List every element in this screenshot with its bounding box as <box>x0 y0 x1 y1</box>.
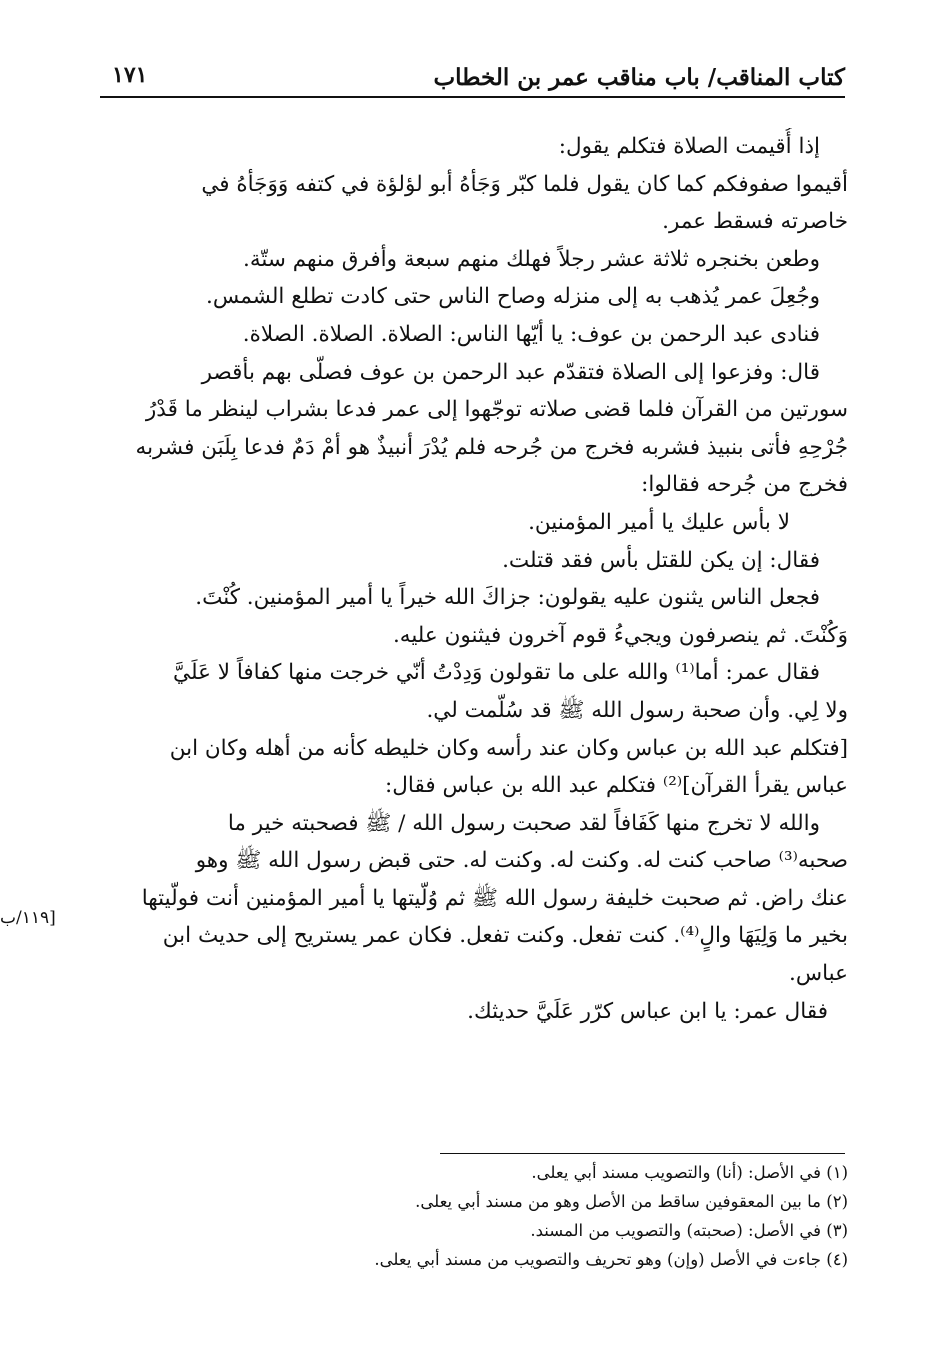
text-line: عباس. <box>789 961 848 987</box>
footnotes <box>228 1158 848 1274</box>
text-line: فقال عمر: يا ابن عباس كرّر عَلَيَّ حديثك. <box>467 998 828 1024</box>
text-line: عنك راض. ثم صحبت خليفة رسول الله ﷺ ثم وُلّيتها يا أمير المؤمنين أنت فولّيتها <box>141 885 848 911</box>
page-number: ١٧١ <box>112 62 148 88</box>
text-line: ولا لِي. وأن صحبة رسول الله ﷺ قد سُلّمت لي. <box>426 697 848 723</box>
text-line: خاصرته فسقط عمر. <box>662 209 848 235</box>
text-line: فجعل الناس يثنون عليه يقولون: جزاكَ الله خيراً يا أمير المؤمنين. كُنْتَ. <box>195 585 820 611</box>
text-line: وجُعِلَ عمر يُذهب به إلى منزله وصاح الناس حتى كادت تطلع الشمس. <box>206 284 820 310</box>
text-line: فقال: إن يكن للقتل بأس فقد قتلت. <box>502 547 820 573</box>
text-line: فخرج من جُرحه فقالوا: <box>641 472 848 498</box>
running-header <box>100 52 845 98</box>
text-line: وطعن بخنجره ثلاثة عشر رجلاً فهلك منهم سبعة وأفرق منهم ستّة. <box>243 246 820 272</box>
text-line: جُرْحِهِ فأتى بنبيذ فشربه فخرج من جُرحه فلم يُدْرَ أنبيذٌ هو أمْ دَمٌ فدعا بِلَبَن فشربه <box>135 434 848 460</box>
manuscript-folio-note: [١١٩/ب <box>0 908 56 928</box>
header-rule <box>100 96 845 98</box>
main-text <box>86 128 848 1030</box>
text-line: بخير ما وَلِيَهَا والٍ⁽⁴⁾. كنت تفعل. وكنت تفعل. فكان عمر يستريح إلى حديث ابن <box>162 923 848 949</box>
footnote: (٢) ما بين المعقوفين ساقط من الأصل وهو من مسند أبي يعلى. <box>415 1192 848 1211</box>
chapter-title: كتاب المناقب/ باب مناقب عمر بن الخطاب <box>433 64 845 91</box>
footnote: (٣) في الأصل: (صحبته) والتصويب من المسند. <box>530 1221 848 1240</box>
text-line: قال: وفزعوا إلى الصلاة فتقدّم عبد الرحمن بن عوف فصلّى بهم بأقصر <box>201 359 820 385</box>
text-line: أقيموا صفوفكم كما كان يقول فلما كبّر وَجَأهُ أبو لؤلؤة في كتفه وَوَجَأهُ في <box>201 171 848 197</box>
text-line: فقال عمر: أما⁽¹⁾ والله على ما تقولون وَدِدْتُ أنّي خرجت منها كفافاً لا عَلَيَّ <box>173 660 820 686</box>
text-line: والله لا تخرج منها كَفَافاً لقد صحبت رسول الله / ﷺ فصحبته خير ما <box>227 810 820 836</box>
text-line: سورتين من القرآن فلما قضى صلاته توجّهوا إلى عمر فدعا بشراب لينظر ما قَدْرُ <box>145 397 848 423</box>
footnote: (١) في الأصل: (أنا) والتصويب مسند أبي يعلى. <box>531 1163 848 1182</box>
text-line: [فتكلم عبد الله بن عباس وكان عند رأسه وكان خليطه كأنه من أهله وكان ابن <box>169 735 848 761</box>
footnote-separator <box>440 1153 845 1154</box>
text-line: وَكُنْتَ. ثم ينصرفون ويجيءُ قوم آخرون فيثنون عليه. <box>392 622 848 648</box>
text-line: صحبه⁽³⁾ صاحب كنت له. وكنت له. وكنت له. حتى قبض رسول الله ﷺ وهو <box>195 848 848 874</box>
text-line: فنادى عبد الرحمن بن عوف: يا أيّها الناس: الصلاة. الصلاة. الصلاة. <box>242 321 820 347</box>
footnote: (٤) جاءت في الأصل (وإن) وهو تحريف والتصويب من مسند أبي يعلى. <box>374 1250 848 1269</box>
text-line: عباس يقرأ القرآن]⁽²⁾ فتكلم عبد الله بن عباس فقال: <box>385 773 848 799</box>
text-line: لا بأس عليك يا أمير المؤمنين. <box>528 509 790 535</box>
text-line: إذا أُقيمت الصلاة فتكلم يقول: <box>558 134 820 159</box>
